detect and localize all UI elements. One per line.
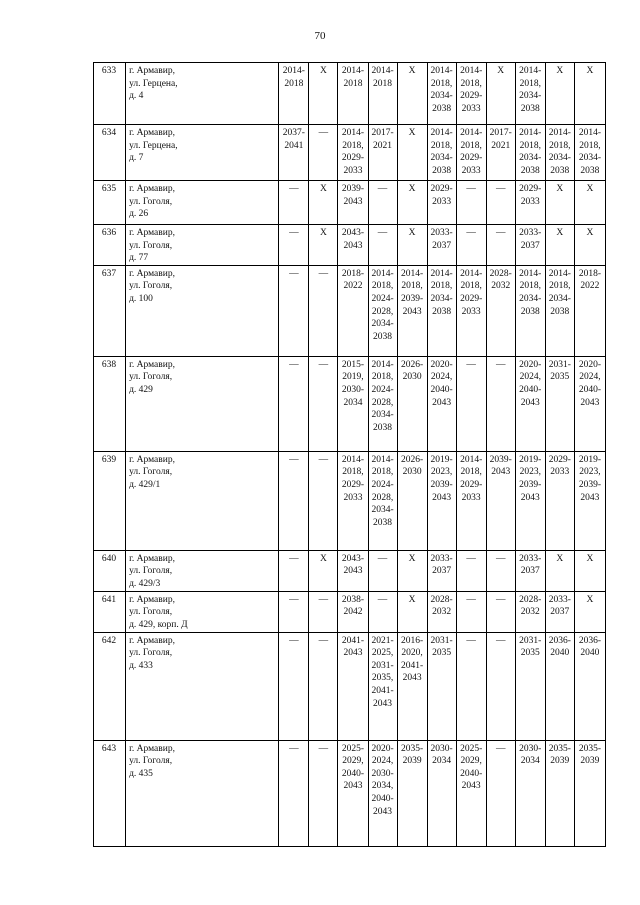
row-number: 634 <box>94 125 126 181</box>
period-cell: 2014- 2018, 2034- 2038 <box>515 63 545 125</box>
period-cell: — <box>486 181 515 225</box>
row-number: 642 <box>94 632 126 740</box>
period-cell: — <box>279 225 309 266</box>
period-cell: 2026- 2030 <box>397 451 427 550</box>
period-cell: X <box>486 63 515 125</box>
table-row <box>94 63 606 125</box>
row-number: 641 <box>94 591 126 632</box>
period-cell: 2030- 2034 <box>427 740 456 846</box>
period-cell: 2025- 2029, 2040- 2043 <box>338 740 368 846</box>
period-cell: X <box>309 181 338 225</box>
period-cell: — <box>279 265 309 356</box>
period-cell: — <box>456 550 486 591</box>
table-row <box>94 181 606 225</box>
period-cell: X <box>397 125 427 181</box>
period-cell: 2043- 2043 <box>338 225 368 266</box>
period-cell: 2026- 2030 <box>397 356 427 451</box>
period-cell: 2018- 2022 <box>574 265 605 356</box>
period-cell: 2035- 2039 <box>545 740 574 846</box>
period-cell: — <box>309 740 338 846</box>
period-cell: 2014- 2018, 2034- 2038 <box>574 125 605 181</box>
period-cell: X <box>397 225 427 266</box>
period-cell: 2016- 2020, 2041- 2043 <box>397 632 427 740</box>
period-cell: 2014- 2018, 2034- 2038 <box>545 125 574 181</box>
period-cell: — <box>456 591 486 632</box>
period-cell: 2014- 2018, 2029- 2033 <box>456 265 486 356</box>
period-cell: 2035- 2039 <box>397 740 427 846</box>
period-cell: 2025- 2029, 2040- 2043 <box>456 740 486 846</box>
period-cell: — <box>309 591 338 632</box>
period-cell: 2031- 2035 <box>545 356 574 451</box>
period-cell: 2014- 2018, 2034- 2038 <box>427 265 456 356</box>
period-cell: — <box>309 125 338 181</box>
period-cell: X <box>397 591 427 632</box>
period-cell: 2028- 2032 <box>427 591 456 632</box>
address-cell: г. Армавир, ул. Гоголя, д. 435 <box>126 740 279 846</box>
period-cell: 2031- 2035 <box>515 632 545 740</box>
period-cell: — <box>368 225 397 266</box>
period-cell: X <box>397 63 427 125</box>
period-cell: 2028- 2032 <box>486 265 515 356</box>
period-cell: 2033- 2037 <box>515 550 545 591</box>
period-cell: 2020- 2024, 2040- 2043 <box>427 356 456 451</box>
period-cell: 2033- 2037 <box>427 225 456 266</box>
period-cell: — <box>456 632 486 740</box>
period-cell: 2033- 2037 <box>545 591 574 632</box>
period-cell: X <box>309 550 338 591</box>
table-row <box>94 591 606 632</box>
address-cell: г. Армавир, ул. Гоголя, д. 100 <box>126 265 279 356</box>
period-cell: 2014- 2018, 2024- 2028, 2034- 2038 <box>368 265 397 356</box>
address-cell: г. Армавир, ул. Гоголя, д. 429, корп. Д <box>126 591 279 632</box>
period-cell: — <box>279 591 309 632</box>
period-cell: — <box>309 451 338 550</box>
period-cell: — <box>368 591 397 632</box>
period-cell: — <box>486 356 515 451</box>
period-cell: 2014- 2018, 2034- 2038 <box>515 125 545 181</box>
period-cell: — <box>279 181 309 225</box>
period-cell: 2017- 2021 <box>368 125 397 181</box>
period-cell: X <box>545 181 574 225</box>
period-cell: — <box>456 356 486 451</box>
address-cell: г. Армавир, ул. Гоголя, д. 429 <box>126 356 279 451</box>
period-cell: 2029- 2033 <box>545 451 574 550</box>
period-cell: X <box>574 181 605 225</box>
period-cell: 2035- 2039 <box>574 740 605 846</box>
period-cell: 2041- 2043 <box>338 632 368 740</box>
row-number: 638 <box>94 356 126 451</box>
period-cell: 2039- 2043 <box>486 451 515 550</box>
period-cell: 2014- 2018, 2024- 2028, 2034- 2038 <box>368 356 397 451</box>
row-number: 635 <box>94 181 126 225</box>
period-cell: X <box>397 181 427 225</box>
period-cell: X <box>397 550 427 591</box>
period-cell: 2038- 2042 <box>338 591 368 632</box>
period-cell: 2028- 2032 <box>515 591 545 632</box>
period-cell: 2014- 2018, 2029- 2033 <box>456 125 486 181</box>
period-cell: 2033- 2037 <box>515 225 545 266</box>
period-cell: 2014- 2018, 2029- 2033 <box>338 451 368 550</box>
period-cell: — <box>368 181 397 225</box>
row-number: 640 <box>94 550 126 591</box>
address-cell: г. Армавир, ул. Гоголя, д. 429/1 <box>126 451 279 550</box>
period-cell: 2015- 2019, 2030- 2034 <box>338 356 368 451</box>
period-cell: 2036- 2040 <box>545 632 574 740</box>
period-cell: 2043- 2043 <box>338 550 368 591</box>
period-cell: 2014- 2018, 2029- 2033 <box>456 63 486 125</box>
period-cell: X <box>545 225 574 266</box>
period-cell: — <box>456 225 486 266</box>
period-cell: X <box>574 225 605 266</box>
address-cell: г. Армавир, ул. Гоголя, д. 26 <box>126 181 279 225</box>
row-number: 636 <box>94 225 126 266</box>
period-cell: 2031- 2035 <box>427 632 456 740</box>
period-cell: — <box>309 356 338 451</box>
period-cell: 2030- 2034 <box>515 740 545 846</box>
period-cell: — <box>368 550 397 591</box>
period-cell: 2019- 2023, 2039- 2043 <box>427 451 456 550</box>
table-row <box>94 632 606 740</box>
table-row <box>94 550 606 591</box>
period-cell: 2019- 2023, 2039- 2043 <box>515 451 545 550</box>
period-cell: — <box>486 632 515 740</box>
period-cell: X <box>574 591 605 632</box>
period-cell: X <box>574 63 605 125</box>
period-cell: 2017- 2021 <box>486 125 515 181</box>
period-cell: 2018- 2022 <box>338 265 368 356</box>
period-cell: 2021- 2025, 2031- 2035, 2041- 2043 <box>368 632 397 740</box>
table-row <box>94 225 606 266</box>
address-cell: г. Армавир, ул. Гоголя, д. 433 <box>126 632 279 740</box>
period-cell: X <box>545 550 574 591</box>
row-number: 637 <box>94 265 126 356</box>
period-cell: — <box>279 356 309 451</box>
period-cell: — <box>486 225 515 266</box>
row-number: 633 <box>94 63 126 125</box>
period-cell: 2033- 2037 <box>427 550 456 591</box>
period-cell: — <box>279 632 309 740</box>
period-cell: 2014- 2018, 2034- 2038 <box>427 63 456 125</box>
table-row <box>94 451 606 550</box>
address-cell: г. Армавир, ул. Гоголя, д. 77 <box>126 225 279 266</box>
period-cell: 2014- 2018 <box>279 63 309 125</box>
schedule-table <box>93 62 606 847</box>
period-cell: 2020- 2024, 2040- 2043 <box>574 356 605 451</box>
period-cell: 2014- 2018, 2029- 2033 <box>338 125 368 181</box>
period-cell: 2014- 2018, 2029- 2033 <box>456 451 486 550</box>
period-cell: — <box>279 740 309 846</box>
period-cell: 2014- 2018 <box>338 63 368 125</box>
period-cell: — <box>486 591 515 632</box>
address-cell: г. Армавир, ул. Гоголя, д. 429/3 <box>126 550 279 591</box>
period-cell: X <box>545 63 574 125</box>
period-cell: 2014- 2018, 2039- 2043 <box>397 265 427 356</box>
address-cell: г. Армавир, ул. Герцена, д. 7 <box>126 125 279 181</box>
period-cell: X <box>309 63 338 125</box>
period-cell: 2014- 2018, 2024- 2028, 2034- 2038 <box>368 451 397 550</box>
period-cell: — <box>309 265 338 356</box>
period-cell: — <box>309 632 338 740</box>
table-row <box>94 265 606 356</box>
period-cell: — <box>279 451 309 550</box>
period-cell: — <box>486 740 515 846</box>
period-cell: 2014- 2018, 2034- 2038 <box>515 265 545 356</box>
period-cell: 2029- 2033 <box>427 181 456 225</box>
table-row <box>94 740 606 846</box>
period-cell: — <box>486 550 515 591</box>
period-cell: — <box>279 550 309 591</box>
period-cell: — <box>456 181 486 225</box>
row-number: 639 <box>94 451 126 550</box>
period-cell: 2014- 2018 <box>368 63 397 125</box>
period-cell: X <box>574 550 605 591</box>
table-row <box>94 356 606 451</box>
period-cell: 2019- 2023, 2039- 2043 <box>574 451 605 550</box>
period-cell: 2014- 2018, 2034- 2038 <box>545 265 574 356</box>
period-cell: 2039- 2043 <box>338 181 368 225</box>
period-cell: X <box>309 225 338 266</box>
period-cell: 2036- 2040 <box>574 632 605 740</box>
period-cell: 2020- 2024, 2040- 2043 <box>515 356 545 451</box>
period-cell: 2029- 2033 <box>515 181 545 225</box>
address-cell: г. Армавир, ул. Герцена, д. 4 <box>126 63 279 125</box>
table-row <box>94 125 606 181</box>
page-number: 70 <box>314 30 326 42</box>
period-cell: 2020- 2024, 2030- 2034, 2040- 2043 <box>368 740 397 846</box>
row-number: 643 <box>94 740 126 846</box>
period-cell: 2014- 2018, 2034- 2038 <box>427 125 456 181</box>
period-cell: 2037- 2041 <box>279 125 309 181</box>
